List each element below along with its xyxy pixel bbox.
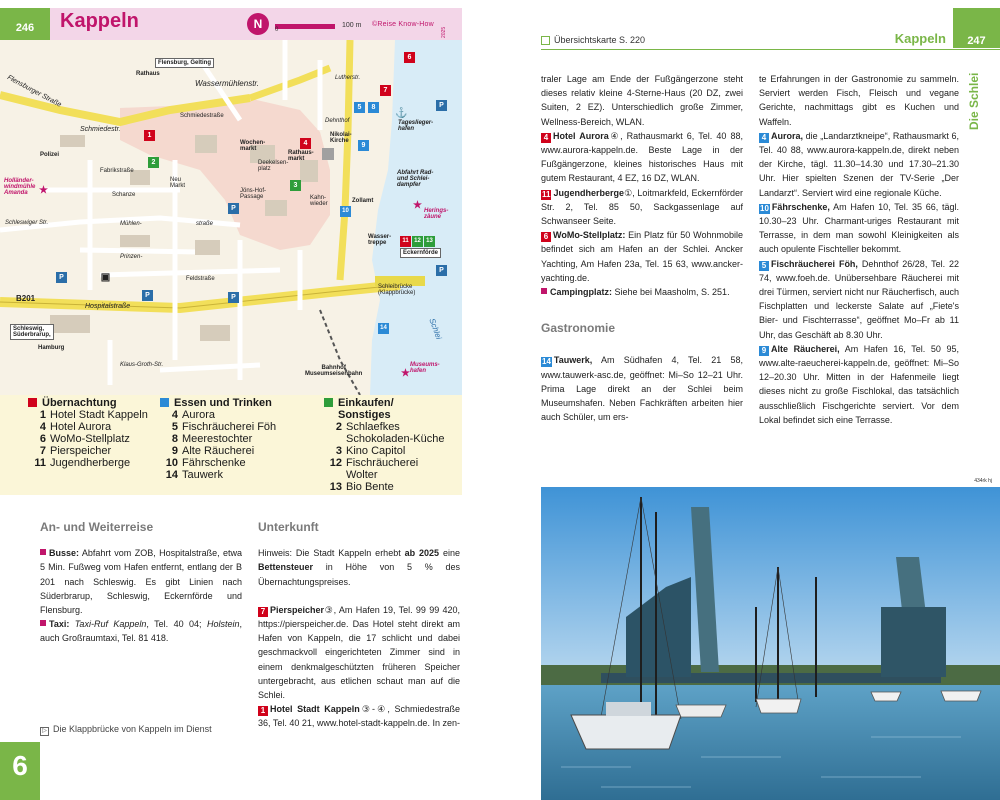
- parking-icon: P: [436, 265, 447, 276]
- scale-bar: [275, 24, 335, 29]
- gutter: [462, 0, 531, 800]
- map-label-eckernfoerde: Eckernförde: [400, 248, 441, 258]
- section-heading: Unterkunft: [258, 520, 319, 534]
- photo-caption: ▷ Die Klappbrücke von Kappeln im Dienst: [40, 724, 212, 736]
- map-header: [0, 8, 462, 40]
- marker-11: 11: [400, 236, 411, 247]
- section-tab: [953, 60, 1000, 140]
- paragraph-busse: Busse: Abfahrt vom ZOB, Hospitalstraße, etwa 5 Min. Fußweg vom Hafen entfernt, entlang der B 201 nach Schleswig. Es gibt Linien nach Süderbrarup, Schleswig, Eckernförde und Flensburg.: [40, 548, 242, 616]
- paragraph-aurora-hotel: 4 Hotel Aurora④, Rathausmarkt 6, Tel. 40 88, www.aurora-kappeln.de. Beste Lage in der Fußgängerzone, kleines historisches Haus mit gutem Restaurant, 4 EZ, 16 DZ, WLAN.: [541, 130, 743, 184]
- caption-arrow-icon: ▷: [40, 727, 49, 736]
- paragraph-foeh: 5 Fischräucherei Föh, Dehnthof 26/28, Tel. 22 74, www.foeh.de. Unübersehbare Räucherei mit drei Türmen, serviert nicht nur Räucherfisch, auch Fischplatten und leckerste Salate auf „Fiete's Bier- und Fischterrasse“, geöffnet Mo–Fr ab 11 Uhr, das Geschäft ab 8.30 Uhr.: [759, 258, 959, 340]
- overview-map-ref: Übersichtskarte S. 220: [554, 35, 646, 45]
- marker-2: 2: [148, 157, 159, 168]
- text-column-accommodation: [258, 520, 460, 731]
- bullet-icon: [40, 549, 46, 555]
- legend-shopping: Einkaufen/ Sonstiges 2 Schlaefkes Schokoladen-Küche 3 Kino Capitol 12 Fischräucherei Wolter 13 Bio Bente: [324, 397, 444, 493]
- copyright: ©Reise Know-How: [372, 21, 434, 28]
- legend-item: Wolter: [346, 469, 378, 481]
- map-label-schanze: Schanze: [112, 192, 136, 198]
- map-label-museumshafen: Museums- hafen: [410, 362, 440, 374]
- paragraph-pierspeicher: 7 Pierspeicher③, Am Hafen 19, Tel. 99 99 420, https://pierspeicher.de. Das Hotel steht direkt am Hafen von Kappeln, die 17 schlicht und dabei geschmackvoll eingerichteten Zimmer sind in einem denkmalgeschützten früheren Speicher untergebracht, aus etlichen schaut man auf die Schlei.: [258, 604, 460, 701]
- overview-map-icon: [541, 36, 550, 45]
- right-header: [531, 30, 1000, 50]
- map-label-hamburg: Hamburg: [38, 345, 65, 351]
- road-b201: [0, 285, 400, 308]
- map-label-flensburger: Flensburger Straße: [5, 74, 63, 109]
- scale-start: 0: [275, 27, 279, 33]
- map-label-dehnthof: Dehnthof: [325, 118, 350, 124]
- parking-icon: P: [436, 100, 447, 111]
- marker-4: 4: [300, 138, 311, 149]
- map-label-prinzen: Prinzen-: [120, 254, 143, 260]
- marker-9: 9: [358, 140, 369, 151]
- map-label-wassermuehlen: Wassermühlenstr.: [195, 79, 260, 88]
- paragraph-faehrschenke: 10 Fährschenke, Am Hafen 10, Tel. 35 66, tägl. 10.30–23 Uhr. Charmant-uriges Restaurant mit Terrasse, in dem man sowohl Kleinigkeiten als auch opulente Fischteller bekommt.: [759, 201, 959, 255]
- marker-8: 8: [368, 102, 379, 113]
- left-page: [0, 0, 462, 800]
- parking-icon: P: [228, 203, 239, 214]
- city-map: [0, 40, 462, 395]
- legend-item: Jugendherberge: [50, 457, 131, 469]
- paragraph-continued: te Erfahrungen in der Gastronomie zu sammeln. Serviert werden Fisch, Fleisch und vegane Gerichte, nachmittags gibt es Kuchen und Waffeln.: [759, 74, 959, 127]
- church-icon: [322, 148, 334, 160]
- map-label-schleibruecke: Schleibrücke (Klappbrücke): [378, 284, 416, 296]
- map-label-schmiedestr: Schmiedestr.: [80, 126, 121, 133]
- paragraph-camping: Campingplatz: Siehe bei Maasholm, S. 251.: [541, 285, 743, 299]
- legend-item: Fischräucherei Föh: [182, 421, 277, 433]
- legend-item: Aurora: [182, 409, 216, 421]
- map-title: Kappeln: [60, 10, 139, 32]
- legend-item: Bio Bente: [346, 481, 394, 493]
- map-label-muehlen: Mühlen-: [120, 221, 142, 227]
- legend-item: Tauwerk: [182, 469, 223, 481]
- map-label-schleswig: Schleswig, Süderbrarup,: [10, 324, 54, 340]
- legend-item: Pierspeicher: [50, 445, 112, 457]
- star-icon: ★: [401, 368, 410, 379]
- legend-item: Schokoladen-Küche: [346, 433, 445, 445]
- map-label-hospitalstrasse: Hospitalstraße: [85, 303, 131, 310]
- marker-5: 5: [354, 102, 365, 113]
- sailboat: [571, 715, 681, 749]
- harbor-photo-graphic: [541, 487, 1000, 800]
- anchor-icon: ⚓: [395, 108, 408, 119]
- running-title: Kappeln: [894, 31, 946, 46]
- paragraph-continued: traler Lage am Ende der Fußgängerzone steht dieses relativ kleine 4-Sterne-Haus (20 DZ, zwei Suiten, 2 EZ). Unterschiedlich große Zimmer, Wellness-Bereich, WLAN.: [541, 74, 743, 127]
- parking-icon: P: [56, 272, 67, 283]
- legend-item: Kino Capitol: [346, 445, 406, 457]
- marker-6: 6: [404, 52, 415, 63]
- marker-13: 13: [424, 236, 435, 247]
- map-label-joens-hof: Jöns-Hof- Passage: [240, 188, 267, 200]
- legend-accommodation: Übernachtung 1 Hotel Stadt Kappeln 4 Hotel Aurora 6 WoMo-Stellplatz 7 Pierspeicher 11 Jugendherberge: [28, 397, 148, 469]
- paragraph-taxi: Taxi: Taxi-Ruf Kappeln, Tel. 40 04; Holstein, auch Großraumtaxi, Tel. 81 418.: [40, 619, 242, 644]
- page-number-right: 247: [953, 8, 1000, 48]
- marker-12: 12: [412, 236, 423, 247]
- map-label-strasse: straße: [196, 221, 214, 227]
- paragraph-aurora: 4 Aurora, die „Landarztkneipe“, Rathausmarkt 6, Tel. 40 88, www.aurora-kappeln.de, direkt neben der Kirche, tägl. 11.30–14.30 und 17.30–21.30 Uhr. Hier spielten Szenen der TV-Serie „Der Landarzt“. Serviert wird eine regionale Küche.: [759, 130, 959, 198]
- map-label-schlei: Schlei: [427, 317, 444, 341]
- marker-3: 3: [290, 180, 301, 191]
- paragraph-tauwerk: 14 Tauwerk, Am Südhafen 4, Tel. 21 58, www.tauwerk-asc.de, geöffnet: Mi–So 12–21 Uhr. Prima Lage direkt an der Schlei beim Museumshafen. Neben Fachkräften arbeiten hier auch Schüler, um ers-: [541, 355, 743, 423]
- legend-food: Essen und Trinken 4 Aurora 5 Fischräucherei Föh 8 Meerestochter 9 Alte Räucherei 10 Fährschenke 14 Tauwerk: [160, 397, 276, 481]
- map-label-rathausmarkt: Rathaus- markt: [288, 150, 314, 162]
- edition-tag: 2025: [441, 26, 447, 38]
- map-label-schmiedestrasse: Schmiedestraße: [180, 113, 224, 119]
- bullet-icon: [40, 620, 46, 626]
- legend-item: Alte Räucherei: [182, 445, 255, 457]
- legend-item: Hotel Stadt Kappeln: [50, 409, 148, 421]
- map-label-b201: B201: [16, 294, 36, 303]
- section-tab-label: Die Schlei: [967, 72, 981, 130]
- map-label-rathaus: Rathaus: [136, 71, 160, 77]
- pedestrian-zone: [120, 98, 330, 250]
- scale-end: 100 m: [342, 22, 362, 29]
- map-label-neu-markt: Neu Markt: [170, 177, 185, 189]
- map-label-abfahrt: Abfahrt Rad- und Schlei- dampfer: [397, 170, 434, 188]
- legend-red-square: [28, 398, 37, 407]
- right-page: [531, 0, 1000, 800]
- legend-item: Hotel Aurora: [50, 421, 112, 433]
- text-column-restaurants: [759, 72, 959, 427]
- legend-item: Meerestochter: [182, 433, 253, 445]
- marker-7: 7: [380, 85, 391, 96]
- map-label-tageslieger: Tageslieger- hafen: [398, 120, 434, 132]
- text-column-arrival: [40, 520, 242, 646]
- map-label-heringszaeune: Herings- zäune: [424, 208, 449, 220]
- marker-10: 10: [340, 206, 351, 217]
- paragraph-womo: 6 WoMo-Stellplatz: Ein Platz für 50 Wohnmobile befindet sich am Hafen an der Schlei. Ancker Yachting, Am Hafen 23a, Tel. 15 63, www.ancker-yachting.de.: [541, 230, 743, 283]
- map-label-nikolai: Nikolai- Kirche: [330, 132, 352, 144]
- harbor-photo: [541, 487, 1000, 800]
- legend-item: WoMo-Stellplatz: [50, 433, 130, 445]
- map-label-feldstrasse: Feldstraße: [186, 276, 215, 282]
- map-label-klaus-groth: Klaus-Groth-Str.: [120, 362, 164, 368]
- chapter-number: 6: [0, 742, 40, 800]
- map-label-kahnwieder: Kahn- wieder: [310, 195, 328, 207]
- map-label-fabrikstrasse: Fabrikstraße: [100, 168, 134, 174]
- parking-icon: P: [142, 290, 153, 301]
- parking-icon: P: [228, 292, 239, 303]
- map-graphics: [0, 40, 462, 395]
- railway: [320, 310, 360, 395]
- map-label-polizei: Polizei: [40, 152, 60, 158]
- map-label-zollamt: Zollamt: [352, 198, 374, 204]
- legend-title: Übernachtung: [42, 397, 117, 409]
- map-label-wassertreppe: Wasser- treppe: [368, 234, 392, 246]
- legend-item: Schlaefkes: [346, 421, 400, 433]
- section-heading: An- und Weiterreise: [40, 520, 154, 534]
- legend-title: Einkaufen/ Sonstiges: [338, 397, 394, 421]
- compass-icon: N: [247, 13, 269, 35]
- map-label-windmuehle: Holländer- windmühle Amanda: [4, 178, 36, 196]
- paragraph-hotel-stadt: 1 Hotel Stadt Kappeln③-④, Schmiedestraße 36, Tel. 40 21, www.hotel-stadt-kappeln.de. In zen-: [258, 704, 460, 729]
- photo-credit: 434rk hj: [974, 478, 992, 484]
- map-label-deekelsen: Deekelsen- platz: [258, 160, 289, 172]
- paragraph-hinweis: Hinweis: Die Stadt Kappeln erhebt ab 2025 eine Bettensteuer in Höhe von 5 % des Übernachtungspreises.: [258, 548, 460, 587]
- paragraph-alte-raeucherei: 9 Alte Räucherei, Am Hafen 16, Tel. 50 95, www.alte-raeucherei-kappeln.de, geöffnet: Mi–So 12–20.30 Uhr. Mitten in der Hafenmeile liegt dieses nicht zu große Fischlokal, das tatsächlich ausschließlich Fischgerichte serviert. Vor dem Lokal befindet sich eine Terrasse.: [759, 343, 959, 425]
- legend-item: Fischräucherei: [346, 457, 419, 469]
- header-rule: [541, 49, 1000, 50]
- bullet-icon: [541, 288, 547, 294]
- map-label-bahnhof: Bahnhof Museumseisenbahn: [305, 365, 363, 377]
- text-column-hotels: [541, 72, 743, 424]
- bus-icon: ▣: [100, 272, 111, 283]
- map-label-schleswiger: Schleswiger Str.: [5, 220, 49, 226]
- legend-blue-square: [160, 398, 169, 407]
- star-icon: ★: [39, 185, 48, 196]
- section-heading: Gastronomie: [541, 321, 616, 336]
- legend-green-square: [324, 398, 333, 407]
- star-icon: ★: [413, 200, 422, 211]
- map-label-lutherstr: Lutherstr.: [335, 75, 361, 81]
- map-label-flensburg: Flensburg, Gelting: [155, 58, 214, 68]
- marker-1: 1: [144, 130, 155, 141]
- map-legend: [0, 395, 462, 495]
- marker-14: 14: [378, 323, 389, 334]
- map-label-wochenmarkt: Wochen- markt: [240, 140, 266, 152]
- legend-title: Essen und Trinken: [174, 397, 272, 409]
- paragraph-jugendherberge: 11 Jugendherberge①, Loitmarkfeld, Eckernförder Str. 2, Tel. 85 50, Sackgassenlage auf Schwanseer Seite.: [541, 187, 743, 227]
- legend-item: Fährschenke: [182, 457, 246, 469]
- page-number-left: 246: [0, 8, 50, 40]
